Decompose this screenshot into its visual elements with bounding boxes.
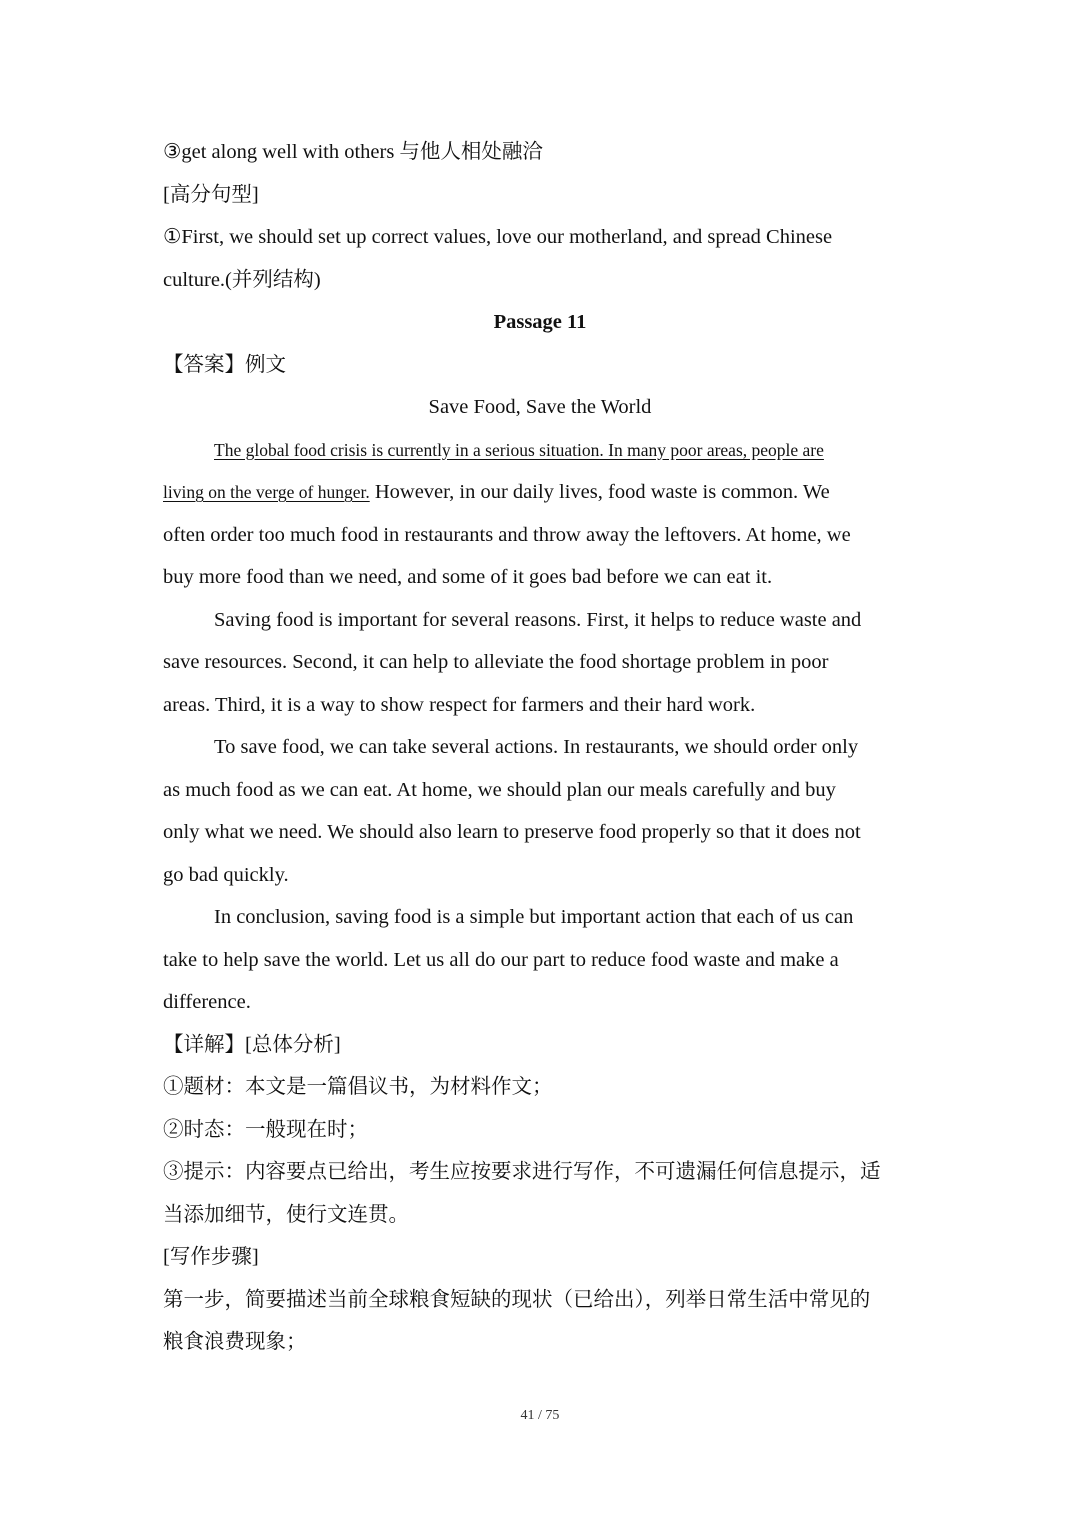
page-number: 41 / 75: [520, 1408, 560, 1423]
given-sentence-fragment: living on the verge of hunger.: [163, 482, 370, 502]
writing-step-line: 第一步，简要描述当前全球粮食短缺的现状（已给出），列举日常生活中常见的: [163, 1288, 871, 1311]
essay-title: Save Food, Save the World: [428, 396, 652, 418]
analysis-line: ②时态：一般现在时；: [163, 1118, 368, 1141]
essay-line: In conclusion, saving food is a simple but important action that each of us can: [214, 906, 854, 928]
section-heading-sentence-patterns: [高分句型]: [163, 183, 259, 206]
writing-steps-heading: [写作步骤]: [163, 1246, 259, 1268]
essay-line: areas. Third, it is a way to show respect for farmers and their hard work.: [163, 693, 756, 716]
essay-line: To save food, we can take several actions. In restaurants, we should order only: [214, 736, 859, 758]
essay-line: only what we need. We should also learn to preserve food properly so that it does not: [163, 821, 861, 843]
essay-line: buy more food than we need, and some of it goes bad before we can eat it.: [163, 566, 773, 588]
essay-text-fragment: However, in our daily lives, food waste is common. We: [369, 481, 830, 503]
essay-line: as much food as we can eat. At home, we should plan our meals carefully and buy: [163, 778, 836, 801]
sentence-pattern-line: culture.(并列结构): [163, 268, 321, 291]
sentence-pattern-line: ①First, we should set up correct values, love our motherland, and spread Chinese: [163, 226, 833, 248]
essay-line: save resources. Second, it can help to alleviate the food shortage problem in poor: [163, 651, 829, 673]
analysis-line: 当添加细节，使行文连贯。: [163, 1203, 409, 1226]
writing-step-line: 粮食浪费现象；: [163, 1331, 307, 1353]
given-sentence-line: The global food crisis is currently in a serious situation. In many poor areas, people are: [214, 439, 824, 460]
essay-line: difference.: [163, 991, 251, 1013]
analysis-heading: 【详解】[总体分析]: [163, 1033, 341, 1056]
analysis-line: ①题材：本文是一篇倡议书，为材料作文；: [163, 1076, 553, 1098]
essay-line: take to help save the world. Let us all do our part to reduce food waste and make a: [163, 948, 839, 971]
answer-label: 【答案】例文: [163, 353, 286, 376]
phrase-line: ③get along well with others 与他人相处融洽: [163, 141, 543, 163]
essay-line: go bad quickly.: [163, 863, 289, 886]
essay-line: [163, 471, 917, 514]
document-page: [163, 131, 917, 1364]
essay-line: often order too much food in restaurants and throw away the leftovers. At home, we: [163, 523, 851, 546]
passage-title: Passage 11: [493, 311, 587, 333]
essay-line: Saving food is important for several reasons. First, it helps to reduce waste and: [214, 608, 862, 631]
analysis-line: ③提示：内容要点已给出，考生应按要求进行写作，不可遗漏任何信息提示，适: [163, 1161, 881, 1183]
